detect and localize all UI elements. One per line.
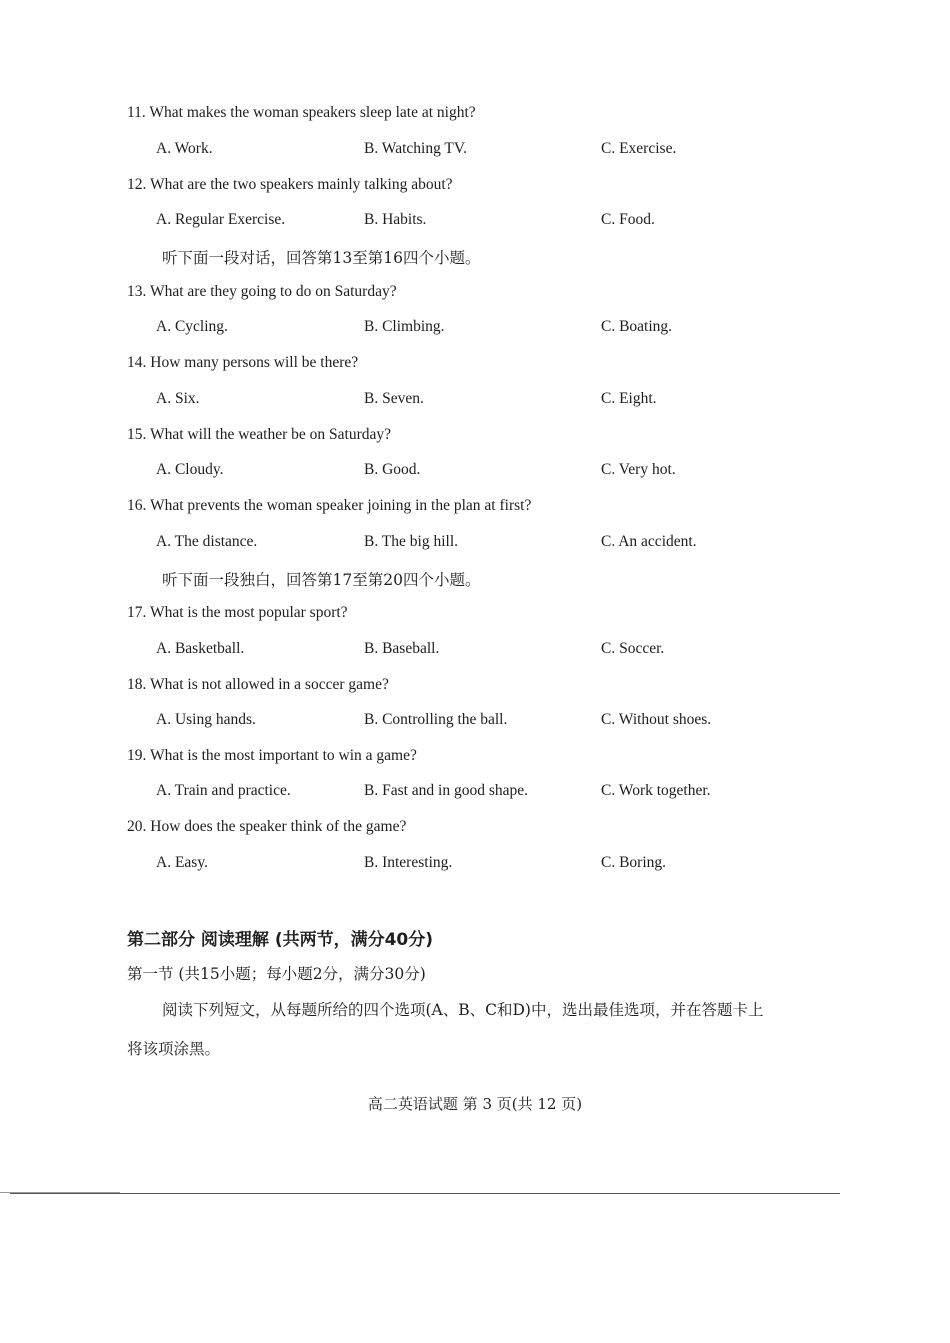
question-11-stem: 11. What makes the woman speakers sleep late at night? bbox=[127, 104, 476, 121]
question-14-stem: 14. How many persons will be there? bbox=[127, 354, 359, 371]
question-14-option-a: A. Six. bbox=[156, 390, 200, 407]
question-13-option-a: A. Cycling. bbox=[156, 318, 228, 335]
directions-line-2: 将该项涂黑。 bbox=[127, 1040, 221, 1058]
question-11-option-c: C. Exercise. bbox=[601, 140, 677, 157]
question-20-option-a: A. Easy. bbox=[156, 854, 208, 871]
question-12-option-c: C. Food. bbox=[601, 211, 655, 228]
question-13-option-c: C. Boating. bbox=[601, 318, 673, 335]
directions-line-1: 阅读下列短文，从每题所给的四个选项(A、B、C和D)中，选出最佳选项，并在答题卡上 bbox=[162, 1001, 764, 1019]
question-12-stem: 12. What are the two speakers mainly talking about? bbox=[127, 176, 453, 193]
question-16-option-a: A. The distance. bbox=[156, 533, 258, 550]
question-17-option-c: C. Soccer. bbox=[601, 640, 665, 657]
question-13-option-b: B. Climbing. bbox=[364, 318, 445, 335]
question-19-option-b: B. Fast and in good shape. bbox=[364, 782, 529, 799]
question-16-option-b: B. The big hill. bbox=[364, 533, 459, 550]
page-footer: 高二英语试题 第 3 页(共 12 页) bbox=[367, 1095, 583, 1113]
listening-instruction-1: 听下面一段对话，回答第13至第16四个小题。 bbox=[162, 249, 481, 267]
question-15-option-c: C. Very hot. bbox=[601, 461, 676, 478]
question-11-option-a: A. Work. bbox=[156, 140, 213, 157]
question-19-option-c: C. Work together. bbox=[601, 782, 711, 799]
question-19-stem: 19. What is the most important to win a game? bbox=[127, 747, 417, 764]
section-one-title: 第一节 (共15小题；每小题2分，满分30分) bbox=[127, 965, 426, 983]
scan-divider bbox=[10, 1193, 840, 1194]
question-15-stem: 15. What will the weather be on Saturday? bbox=[127, 426, 391, 443]
question-20-stem: 20. How does the speaker think of the game? bbox=[127, 818, 407, 835]
question-13-stem: 13. What are they going to do on Saturday? bbox=[127, 283, 397, 300]
question-18-stem: 18. What is not allowed in a soccer game? bbox=[127, 676, 389, 693]
question-17-option-b: B. Baseball. bbox=[364, 640, 440, 657]
question-19-option-a: A. Train and practice. bbox=[156, 782, 291, 799]
question-12-option-a: A. Regular Exercise. bbox=[156, 211, 286, 228]
question-20-option-b: B. Interesting. bbox=[364, 854, 453, 871]
question-18-option-b: B. Controlling the ball. bbox=[364, 711, 508, 728]
question-15-option-b: B. Good. bbox=[364, 461, 421, 478]
question-18-option-c: C. Without shoes. bbox=[601, 711, 712, 728]
question-20-option-c: C. Boring. bbox=[601, 854, 667, 871]
question-12-option-b: B. Habits. bbox=[364, 211, 427, 228]
question-14-option-b: B. Seven. bbox=[364, 390, 424, 407]
question-17-stem: 17. What is the most popular sport? bbox=[127, 604, 348, 621]
question-16-stem: 16. What prevents the woman speaker joining in the plan at first? bbox=[127, 497, 532, 514]
question-17-option-a: A. Basketball. bbox=[156, 640, 245, 657]
question-11-option-b: B. Watching TV. bbox=[364, 140, 467, 157]
question-16-option-c: C. An accident. bbox=[601, 533, 697, 550]
question-15-option-a: A. Cloudy. bbox=[156, 461, 224, 478]
part-two-title: 第二部分 阅读理解 (共两节，满分40分) bbox=[127, 930, 434, 950]
question-18-option-a: A. Using hands. bbox=[156, 711, 256, 728]
listening-instruction-2: 听下面一段独白，回答第17至第20四个小题。 bbox=[162, 571, 481, 589]
question-14-option-c: C. Eight. bbox=[601, 390, 657, 407]
